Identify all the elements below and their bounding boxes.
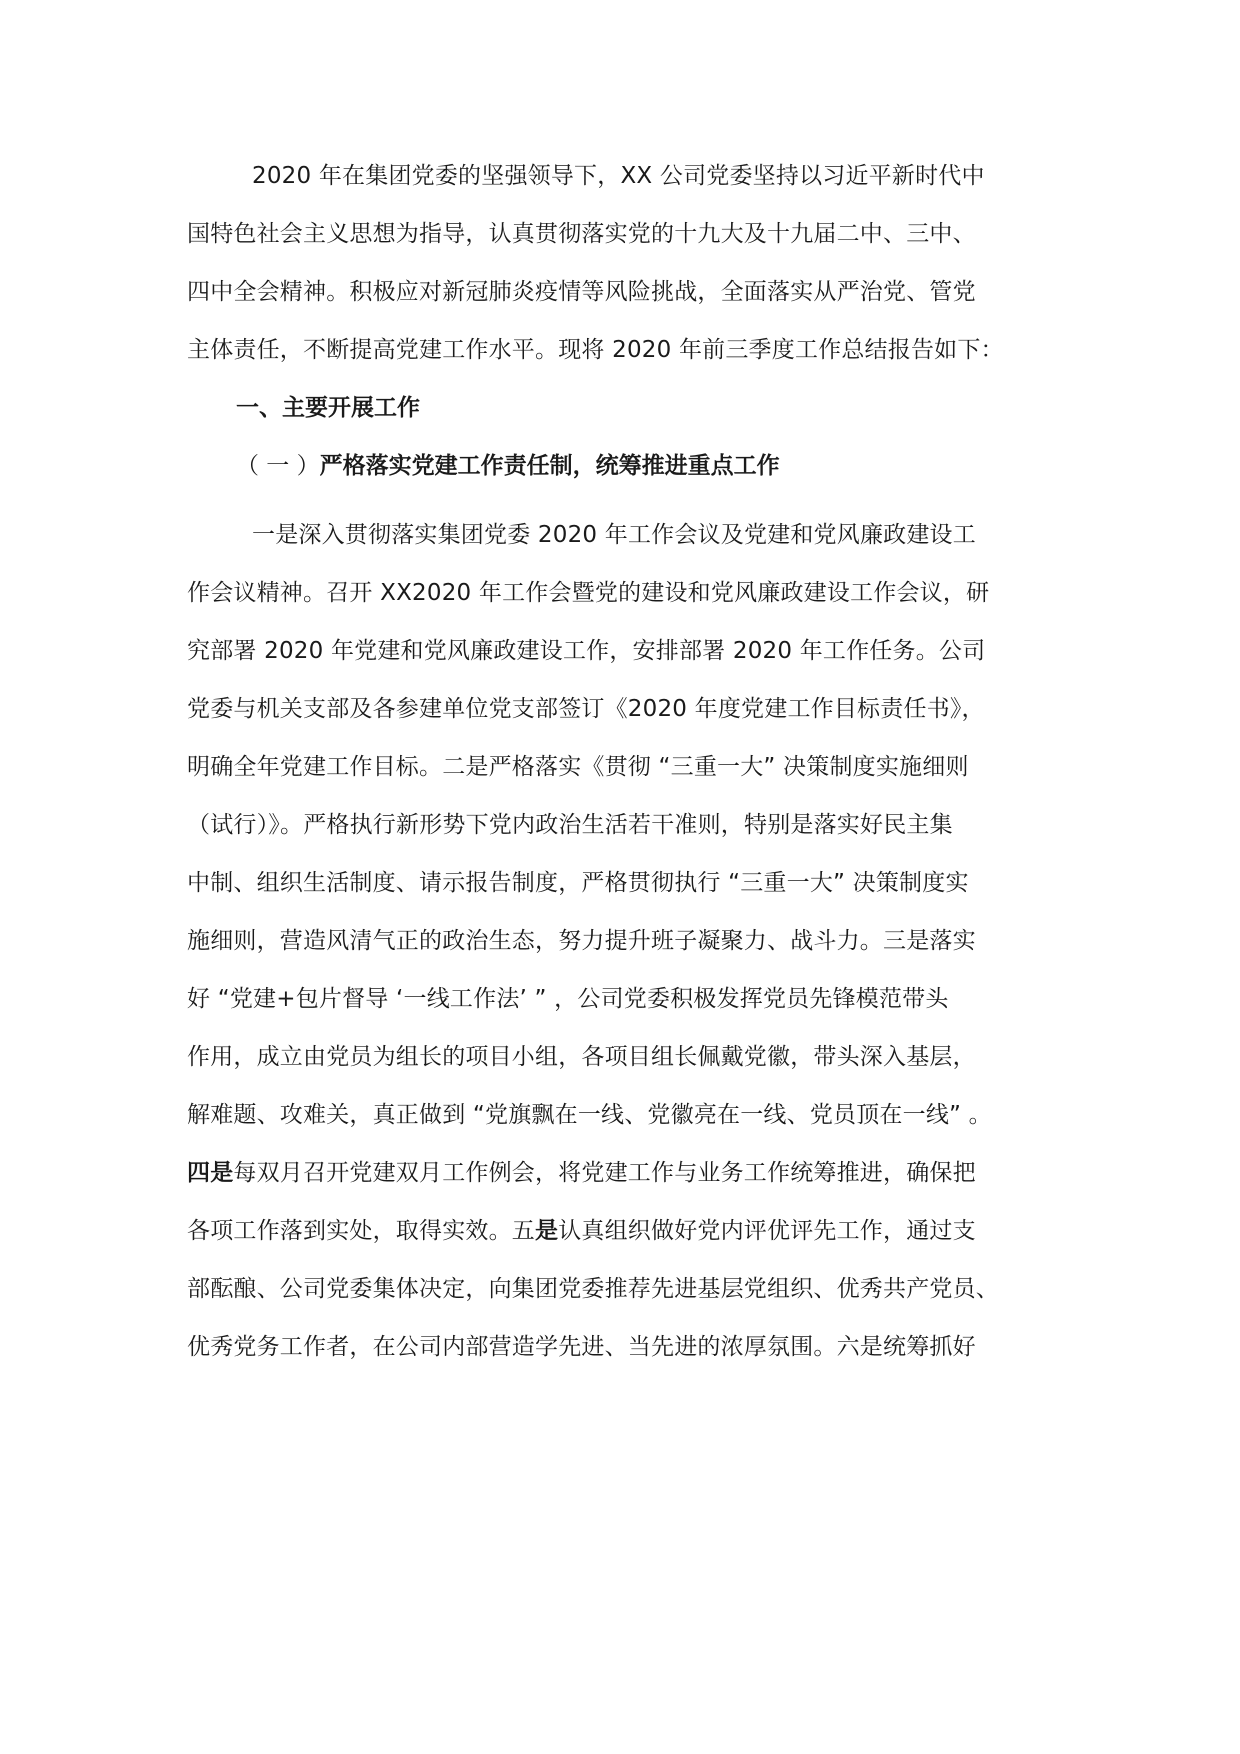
body-line-14: 部酝酿、公司党委集体决定，向集团党委推荐先进基层党组织、优秀共产党员、	[187, 1276, 999, 1302]
body-line-3: 究部署 2020 年党建和党风廉政建设工作，安排部署 2020 年工作任务。公司	[187, 638, 986, 664]
intro-line-1: 2020 年在集团党委的坚强领导下，XX 公司党委坚持以习近平新时代中	[252, 163, 985, 189]
body-line-15: 优秀党务工作者，在公司内部营造学先进、当先进的浓厚氛围。六是统筹抓好	[187, 1334, 976, 1360]
body-line-13-text: 认真组织做好党内评优评先工作，通过支	[558, 1218, 976, 1244]
body-line-7: 中制、组织生活制度、请示报告制度，严格贯彻执行 “三重一大” 决策制度实	[187, 870, 969, 896]
body-line-4: 党委与机关支部及各参建单位党支部签订《2020 年度党建工作目标责任书》，	[187, 696, 985, 722]
subsection-heading	[236, 450, 780, 482]
body-line-1: 一是深入贯彻落实集团党委 2020 年工作会议及党建和党风廉政建设工	[252, 522, 976, 548]
body-line-2: 作会议精神。召开 XX2020 年工作会暨党的建设和党风廉政建设工作会议，研	[187, 580, 990, 606]
body-line-12-bold: 四是	[187, 1160, 234, 1186]
body-line-8: 施细则，营造风清气正的政治生态，努力提升班子凝聚力、战斗力。三是落实	[187, 928, 976, 954]
body-line-12	[187, 1157, 976, 1189]
subsection-title: 严格落实党建工作责任制，统筹推进重点工作	[319, 453, 780, 479]
body-line-5: 明确全年党建工作目标。二是严格落实《贯彻 “三重一大” 决策制度实施细则	[187, 754, 969, 780]
subsection-number: （ 一 ）	[236, 453, 320, 479]
section-heading: 一、主要开展工作	[236, 395, 420, 421]
body-line-10: 作用，成立由党员为组长的项目小组，各项目组长佩戴党徽，带头深入基层，	[187, 1044, 976, 1070]
intro-line-2: 国特色社会主义思想为指导，认真贯彻落实党的十九大及十九届二中、三中、	[187, 221, 976, 247]
body-line-13-pre: 各项工作落到实处，取得实效。五	[187, 1218, 535, 1244]
body-line-12-text: 每双月召开党建双月工作例会，将党建工作与业务工作统筹推进，确保把	[233, 1160, 976, 1186]
body-line-13	[187, 1215, 976, 1247]
body-line-11: 解难题、攻难关，真正做到 “党旗飘在一线、党徽亮在一线、党员顶在一线” 。	[187, 1102, 992, 1128]
body-line-13-bold: 是	[535, 1218, 559, 1244]
intro-line-4: 主体责任，不断提高党建工作水平。现将 2020 年前三季度工作总结报告如下：	[187, 337, 1004, 363]
intro-line-3: 四中全会精神。积极应对新冠肺炎疫情等风险挑战，全面落实从严治党、管党	[187, 279, 976, 305]
body-line-6: （试行）》。严格执行新形势下党内政治生活若干准则，特别是落实好民主集	[187, 812, 953, 838]
body-line-9: 好 “党建+包片督导 ‘一线工作法’ ” ，公司党委积极发挥党员先锋模范带头	[187, 986, 949, 1012]
